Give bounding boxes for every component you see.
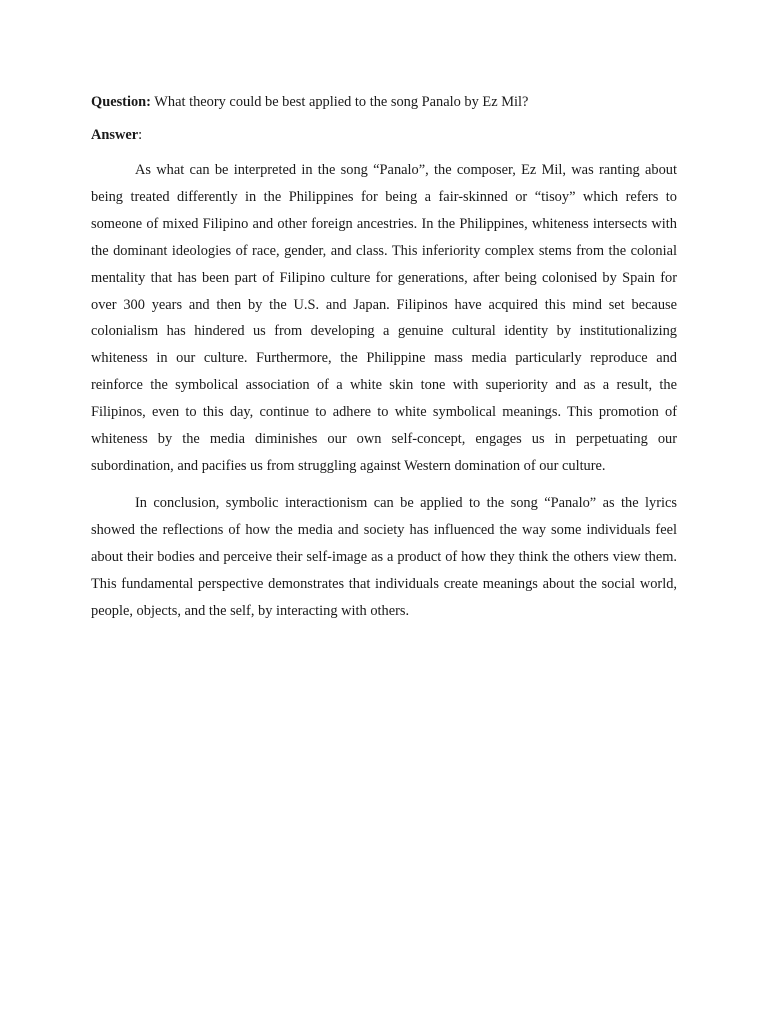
- document-body: [91, 93, 677, 624]
- answer-label: Answer: [91, 127, 139, 143]
- question-text: What theory could be best applied to the song Panalo by Ez Mil?: [150, 94, 529, 110]
- question-label: Question:: [91, 94, 151, 110]
- answer-line: [91, 126, 677, 145]
- answer-paragraph-1: As what can be interpreted in the song “Panalo”, the composer, Ez Mil, was ranting about being treated differently in the Philippines for being a fair-skinned or “tisoy” which refers to someone of mixed Filipino and other foreign ancestries. In the Philippines, whiteness intersects with the dominant ideologies of race, gender, and class. This inferiority complex stems from the colonial mentality that has been part of Filipino culture for generations, after being colonised by Spain for over 300 years and then by the U.S. and Japan. Filipinos have acquired this mind set because colonialism has hindered us from developing a genuine cultural identity by institutionalizing whiteness in our culture. Furthermore, the Philippine mass media particularly reproduce and reinforce the symbolical association of a white skin tone with superiority and as a result, the Filipinos, even to this day, continue to adhere to white symbolical meanings. This promotion of whiteness by the media diminishes our own self-concept, engages us in perpetuating our subordination, and pacifies us from struggling against Western domination of our culture.: [91, 162, 677, 474]
- answer-colon: :: [138, 127, 143, 143]
- answer-paragraph-2: In conclusion, symbolic interactionism can be applied to the song “Panalo” as the lyrics showed the reflections of how the media and society has influenced the way some individuals feel about their bodies and perceive their self-image as a product of how they think the others view them. This fundamental perspective demonstrates that individuals create meanings about the social world, people, objects, and the self, by interacting with others.: [91, 494, 677, 619]
- question-line: [91, 93, 677, 112]
